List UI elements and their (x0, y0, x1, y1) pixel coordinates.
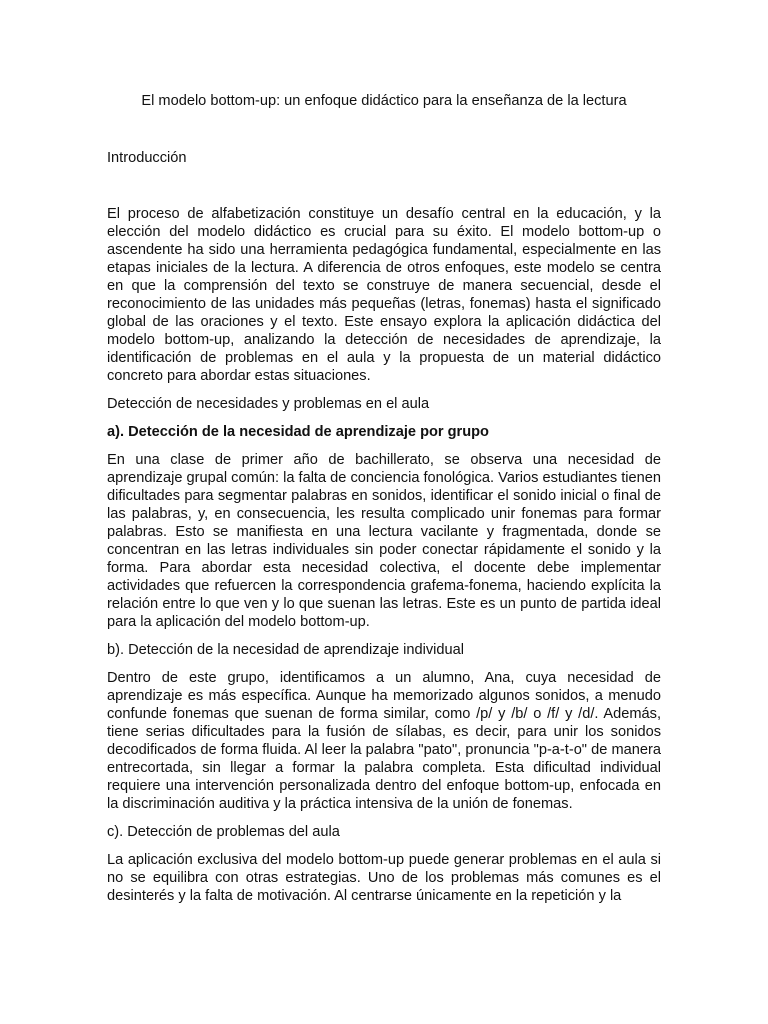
document-title: El modelo bottom-up: un enfoque didáctico para la enseñanza de la lectura (141, 93, 627, 109)
subsection-heading-c: c). Detección de problemas del aula (107, 824, 340, 840)
subsection-heading-b: b). Detección de la necesidad de aprendizaje individual (107, 642, 464, 658)
paragraph-group-need: En una clase de primer año de bachillerato, se observa una necesidad de aprendizaje grupal común: la falta de conciencia fonológica. Varios estudiantes tienen dificultades para segmentar palabras en sonidos, identificar el sonido inicial o final de las palabras, y, en consecuencia, les resulta complicado unir fonemas para formar palabras. Esto se manifiesta en una lectura vacilante y fragmentada, donde se concentran en las letras individuales sin poder conectar rápidamente el sonido y la forma. Para abordar esta necesidad colectiva, el docente debe implementar actividades que refuercen la correspondencia grafema-fonema, haciendo explícita la relación entre lo que ven y lo que suenan las letras. Este es un punto de partida ideal para la aplicación del modelo bottom-up. (107, 452, 661, 630)
section-heading: Detección de necesidades y problemas en el aula (107, 396, 430, 412)
paragraph-intro: El proceso de alfabetización constituye un desafío central en la educación, y la elección del modelo didáctico es crucial para su éxito. El modelo bottom-up o ascendente ha sido una herramienta pedagógica fundamental, especialmente en las etapas iniciales de la lectura. A diferencia de otros enfoques, este modelo se centra en que la comprensión del texto se construye de manera secuencial, desde el reconocimiento de las unidades más pequeñas (letras, fonemas) hasta el significado global de las oraciones y el texto. Este ensayo explora la aplicación didáctica del modelo bottom-up, analizando la detección de necesidades de aprendizaje, la identificación de problemas en el aula y la propuesta de un material didáctico concreto para abordar estas situaciones. (107, 206, 661, 384)
document-page (107, 0, 661, 1024)
subsection-heading-a: a). Detección de la necesidad de aprendizaje por grupo (107, 424, 489, 440)
paragraph-classroom-problems: La aplicación exclusiva del modelo bottom-up puede generar problemas en el aula si no se equilibra con otras estrategias. Uno de los problemas más comunes es el desinterés y la falta de motivación. Al centrarse únicamente en la repetición y la (107, 852, 661, 904)
intro-heading: Introducción (107, 150, 187, 166)
paragraph-individual-need: Dentro de este grupo, identificamos a un alumno, Ana, cuya necesidad de aprendizaje es más específica. Aunque ha memorizado algunos sonidos, a menudo confunde fonemas que suenan de forma similar, como /p/ y /b/ o /f/ y /d/. Además, tiene serias dificultades para la fusión de sílabas, es decir, para unir los sonidos decodificados de forma fluida. Al leer la palabra "pato", pronuncia "p-a-t-o" de manera entrecortada, sin llegar a formar la palabra completa. Esta dificultad individual requiere una intervención personalizada dentro del enfoque bottom-up, enfocada en la discriminación auditiva y la práctica intensiva de la unión de fonemas. (107, 670, 661, 812)
document-body (107, 205, 661, 915)
